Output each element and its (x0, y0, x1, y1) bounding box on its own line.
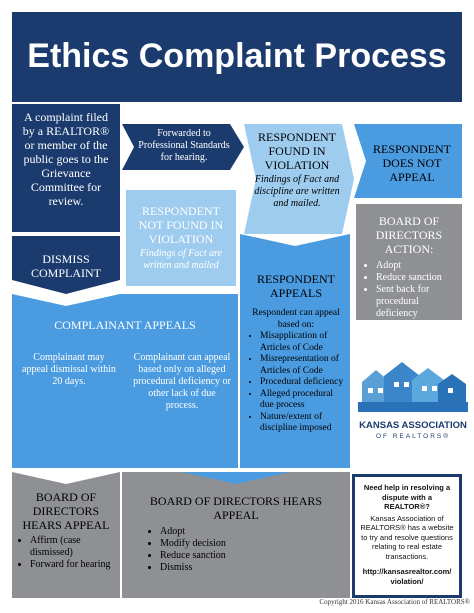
complaint-filed-box (12, 104, 120, 232)
list-item: • Nature/extent of discipline imposed (260, 412, 346, 435)
forwarded-label: Forwarded to Professional Standards for hearing. (138, 128, 230, 163)
board-hears-left-list (16, 535, 116, 571)
respondent-appeals-box (246, 272, 346, 435)
forwarded-text (134, 128, 234, 164)
list-item: • Misapplication of Articles of Code (260, 331, 346, 354)
list-item: • Dismiss (160, 562, 342, 574)
board-hears-right-list (146, 526, 342, 574)
board-hears-left-heading: BOARD OF DIRECTORS HEARS APPEAL (22, 490, 110, 532)
houses-logo-icon (358, 358, 468, 422)
list-item: • Modify decision (160, 538, 342, 550)
not-found-violation-box (126, 190, 236, 286)
board-hears-right-heading: BOARD OF DIRECTORS HEARS APPEAL (149, 494, 323, 522)
copyright: Copyright 2016 Kansas Association of REALTORS® (319, 598, 470, 606)
list-item: • Sent back for procedural deficiency (376, 284, 456, 320)
does-not-appeal-text: RESPONDENT DOES NOT APPEAL (372, 142, 451, 184)
help-body: Kansas Association of REALTORS® has a website to try and resolve questions relating to real estate transactions. (360, 513, 454, 561)
found-violation-box (252, 130, 342, 210)
complainant-appeals-right: Complainant can appeal based only on alleged procedural deficiency or other lack of due process. (133, 352, 231, 411)
list-item: • Forward for hearing (30, 559, 116, 571)
found-violation-body: Findings of Fact and discipline are written and mailed. (254, 174, 340, 209)
not-found-violation-body: Findings of Fact are written and mailed (139, 248, 223, 271)
list-item: • Affirm (case dismissed) (30, 535, 116, 559)
list-item: • Procedural deficiency (260, 377, 346, 389)
complainant-appeals-heading: COMPLAINANT APPEALS (54, 318, 196, 332)
list-item: • Adopt (160, 526, 342, 538)
logo-sub: OF REALTORS® (375, 433, 451, 440)
help-url-link[interactable]: http://kansasrealtor.com/ violation/ (362, 567, 452, 586)
list-item: • Reduce sanction (376, 272, 456, 284)
page-title: Ethics Complaint Process (27, 37, 447, 75)
not-found-violation-heading: RESPONDENT NOT FOUND IN VIOLATION (138, 204, 224, 246)
logo-area (352, 330, 474, 470)
board-action-box (356, 204, 462, 320)
board-action-list (362, 260, 456, 320)
board-action-heading: BOARD OF DIRECTORS ACTION: (375, 214, 443, 256)
list-item: • Misrepresentation of Articles of Code (260, 354, 346, 377)
found-violation-heading: RESPONDENT FOUND IN VIOLATION (257, 130, 336, 172)
dismiss-text: DISMISS COMPLAINT (30, 252, 101, 280)
board-hears-left-box (16, 490, 116, 571)
complaint-filed-text: A complaint filed by a REALTOR® or member of the public goes to the Grievance Committee for review. (22, 110, 110, 208)
respondent-appeals-intro: Respondent can appeal based on: (252, 308, 340, 330)
help-box (352, 474, 462, 598)
list-item: • Alleged procedural due process (260, 389, 346, 412)
list-item: • Adopt (376, 260, 456, 272)
respondent-appeals-heading: RESPONDENT APPEALS (256, 272, 335, 300)
list-item: • Reduce sanction (160, 550, 342, 562)
respondent-appeals-list (246, 331, 346, 435)
logo-name: KANSAS ASSOCIATION (359, 420, 467, 431)
board-hears-right-box (130, 494, 342, 574)
help-heading: Need help in resolving a dispute with a REALTOR®? (363, 483, 451, 511)
complainant-appeals-left: Complainant may appeal dismissal within 20 days. (22, 352, 116, 387)
